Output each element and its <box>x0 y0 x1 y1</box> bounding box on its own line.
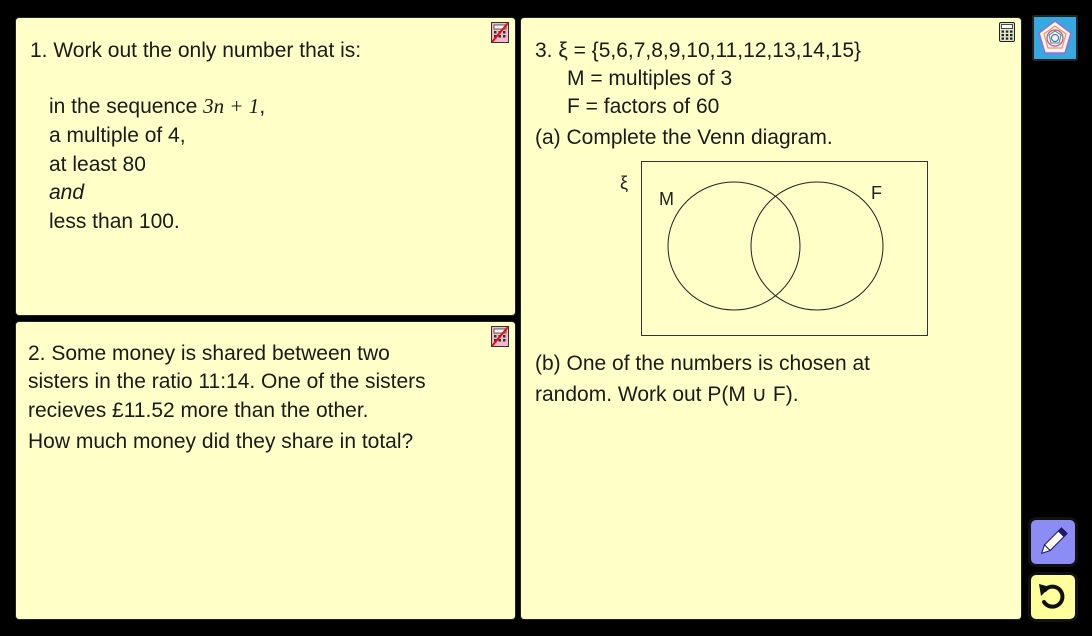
question-1-sequence-suffix: , <box>259 95 266 118</box>
question-2-panel <box>15 321 516 620</box>
question-2-line-4: How much money did they share in total? <box>28 430 414 453</box>
question-1-panel <box>15 17 516 316</box>
pentagon-logo-icon <box>1034 17 1076 59</box>
calculator-icon[interactable] <box>999 22 1015 42</box>
question-2-line-1: 2. Some money is shared between two <box>28 342 390 365</box>
pen-button[interactable] <box>1028 517 1078 567</box>
question-1-title: 1. Work out the only number that is: <box>30 39 362 62</box>
venn-universal-rectangle <box>642 162 928 336</box>
question-3-part-b-line-1: (b) One of the numbers is chosen at <box>535 352 871 375</box>
question-2-line-3: recieves £11.52 more than the other. <box>28 399 369 422</box>
pencil-icon <box>1031 520 1075 564</box>
question-1-line-at-least: at least 80 <box>49 153 146 176</box>
question-2-line-2: sisters in the ratio 11:14. One of the sisters <box>28 370 426 393</box>
logo-button[interactable] <box>1032 15 1078 61</box>
venn-circle-m <box>668 182 800 310</box>
calculator-crossed-icon[interactable] <box>491 22 509 43</box>
question-1-line-less-than: less than 100. <box>49 210 180 233</box>
undo-icon <box>1031 575 1075 619</box>
venn-universal-label: ξ <box>620 173 629 193</box>
venn-diagram[interactable] <box>616 158 936 338</box>
question-3-part-a: (a) Complete the Venn diagram. <box>535 126 833 149</box>
calculator-crossed-icon[interactable] <box>491 326 509 347</box>
question-3-panel <box>520 17 1022 620</box>
question-1-line-sequence <box>49 96 265 117</box>
question-3-set-m-definition: M = multiples of 3 <box>567 67 733 90</box>
undo-button[interactable] <box>1028 572 1078 622</box>
question-1-line-multiple: a multiple of 4, <box>49 124 186 147</box>
question-1-line-and: and <box>49 181 85 204</box>
venn-set-f-label: F <box>871 183 882 203</box>
question-3-set-f-definition: F = factors of 60 <box>567 95 720 118</box>
question-3-universal-set: 3. ξ = {5,6,7,8,9,10,11,12,13,14,15} <box>535 39 862 62</box>
venn-circle-f <box>751 182 883 310</box>
question-3-part-b-line-2: random. Work out P(M ∪ F). <box>535 383 799 406</box>
sequence-expression: 3n + 1 <box>203 94 260 118</box>
question-1-sequence-prefix: in the sequence <box>49 95 198 118</box>
venn-set-m-label: M <box>659 189 674 209</box>
